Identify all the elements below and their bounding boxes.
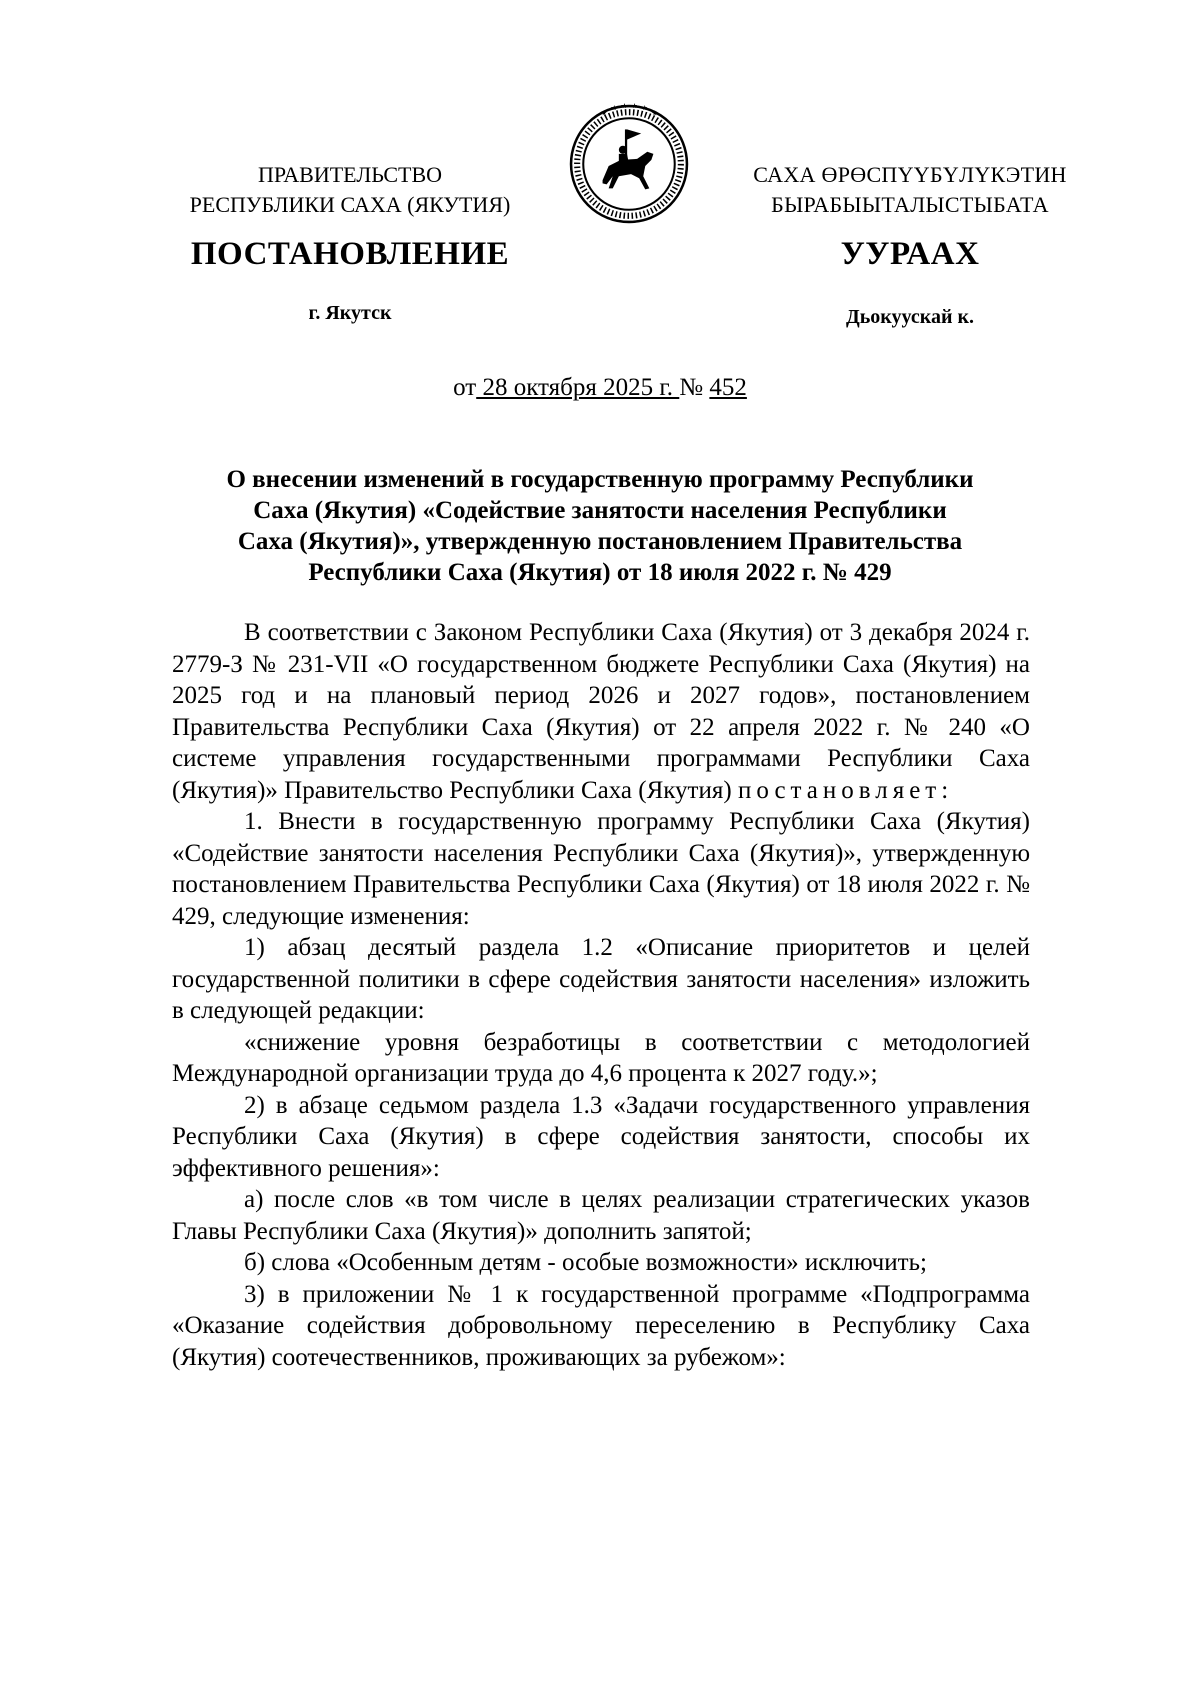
preamble-verb: постановляет: (737, 776, 954, 804)
date-prefix: от (453, 374, 477, 401)
paragraph-preamble (172, 617, 1030, 806)
document-body (172, 617, 1030, 1373)
title-line: Саха (Якутия)», утвержденную постановлением Правительства (237, 528, 963, 555)
government-name-line2: РЕСПУБЛИКИ САХА (ЯКУТИЯ) (189, 192, 511, 217)
government-name-sakha-line2: БЫРАБЫЫТАЛЫСТЫБАТА (771, 192, 1049, 217)
document-number: 452 (709, 374, 747, 401)
preamble-text: В соответствии с Законом Республики Саха (Якутия) от 3 декабря 2024 г. 2779-З № 231-VII «О государственном бюджете Республики Саха (Якутия) на 2025 год и на плановый период 2026 и 2027 годов», постановлением Правительства Республики Саха (Якутия) от 22 апреля 2022 г. № 240 «О системе управления государственными программами Республики Саха (Якутия)» Правительство Республики Саха (Якутия) (172, 619, 1030, 804)
paragraph-subitem-2a: а) после слов «в том числе в целях реализации стратегических указов Главы Республики Саха (Якутия)» дополнить запятой; (172, 1186, 1030, 1245)
doc-type-sakha: УУРААХ (840, 236, 980, 272)
city-sakha: Дьокуускай к. (845, 306, 975, 328)
paragraph-subitem-2: 2) в абзаце седьмом раздела 1.3 «Задачи государственного управления Республики Саха (Якутия) в сфере содействия занятости, способы их эффективного решения»: (172, 1091, 1030, 1182)
paragraph-subitem-1: 1) абзац десятый раздела 1.2 «Описание приоритетов и целей государственной политики в сфере содействия занятости населения» изложить в следующей редакции: (172, 934, 1030, 1024)
paragraph-subitem-3: 3) в приложении № 1 к государственной программе «Подпрограмма «Оказание содействия добровольному переселению в Республику Саха (Якутия) соотечественников, проживающих за рубежом»: (172, 1280, 1030, 1371)
doc-type-russian: ПОСТАНОВЛЕНИЕ (190, 236, 510, 272)
paragraph-subitem-2b: б) слова «Особенным детям - особые возможности» исключить; (244, 1249, 927, 1276)
city-russian: г. Якутск (308, 302, 392, 324)
government-name-russian (150, 160, 550, 220)
document-date-line (0, 374, 1200, 402)
document-title (170, 464, 1030, 588)
coat-of-arms-icon (568, 103, 690, 225)
paragraph-item-1: 1. Внести в государственную программу Республики Саха (Якутия) «Содействие занятости населения Республики Саха (Якутия)», утвержденную постановлением Правительства Республики Саха (Якутия) от 18 июля 2022 г. № 429, следующие изменения: (172, 808, 1030, 930)
paragraph-quote: «снижение уровня безработицы в соответствии с методологией Международной организации труда до 4,6 процента к 2027 году.»; (172, 1028, 1030, 1087)
number-sign: № (679, 374, 710, 401)
title-line: Саха (Якутия) «Содействие занятости населения Республики (253, 497, 947, 524)
title-line: О внесении изменений в государственную программу Республики (226, 466, 974, 493)
government-name-line1: ПРАВИТЕЛЬСТВО (257, 162, 443, 187)
title-line: Республики Саха (Якутия) от 18 июля 2022 г. № 429 (308, 559, 892, 586)
government-name-sakha (710, 160, 1110, 220)
document-date: 28 октября 2025 г. (476, 374, 680, 401)
government-name-sakha-line1: САХА ӨРӨСПҮҮБҮЛҮКЭТИН (753, 162, 1067, 187)
